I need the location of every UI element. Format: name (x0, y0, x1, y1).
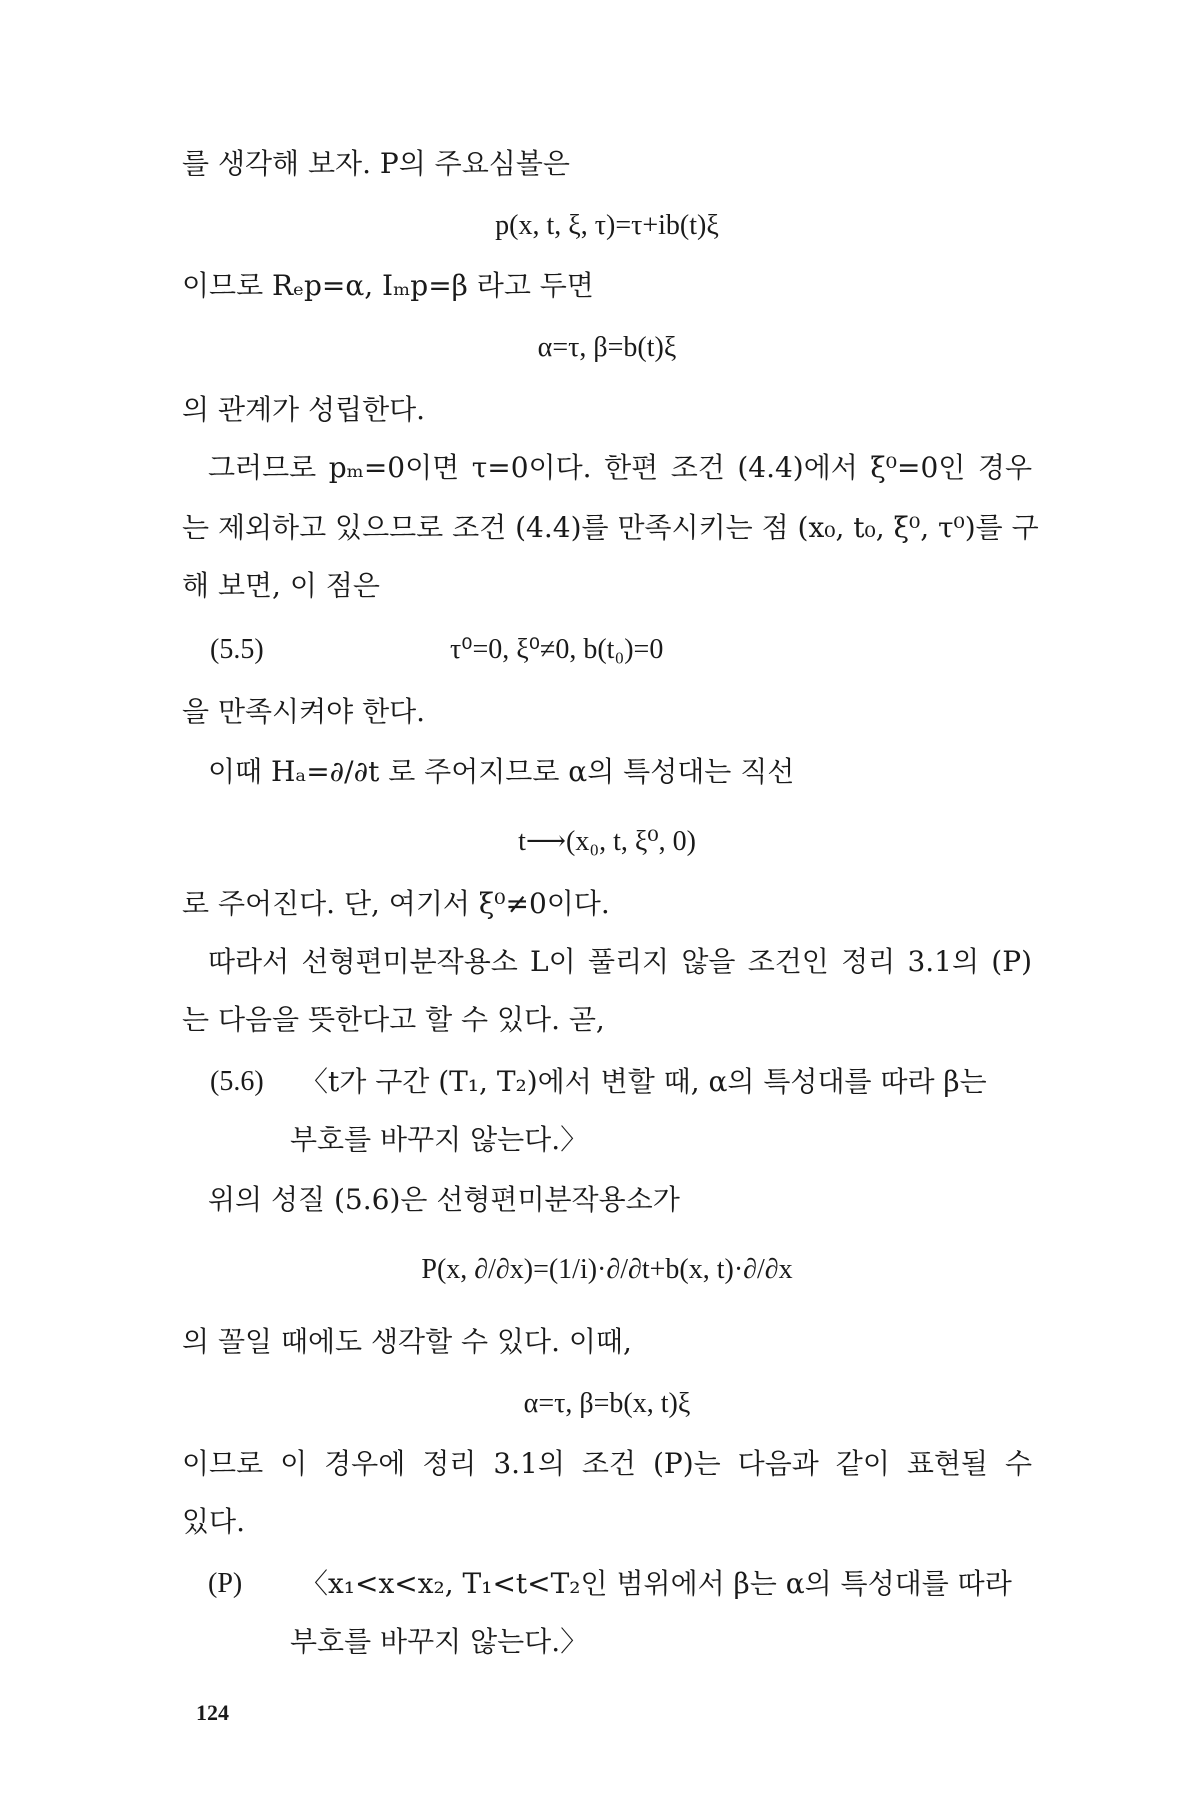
text-line: 있다. (182, 1505, 245, 1538)
text-line: 는 제외하고 있으므로 조건 (4.4)를 만족시키는 점 (x₀, t₀, ξ⁰, τ⁰)를 구 (182, 511, 1039, 544)
item-text: 〈t가 구간 (T₁, T₂)에서 변할 때, α의 특성대를 따라 β는 (300, 1065, 987, 1098)
item-number: (5.6) (210, 1066, 264, 1097)
item-text: 부호를 바꾸지 않는다.〉 (290, 1123, 589, 1156)
equation-principal-symbol: p(x, t, ξ, τ)=τ+ib(t)ξ (495, 210, 719, 241)
equation-5-5: τ⁰=0, ξ⁰≠0, b(t₀)=0 (450, 634, 664, 665)
equation-alpha-beta: α=τ, β=b(t)ξ (537, 332, 677, 363)
equation-operator: P(x, ∂/∂x)=(1/i)·∂/∂t+b(x, t)·∂/∂x (421, 1254, 793, 1285)
text-line: 로 주어진다. 단, 여기서 ξ⁰≠0이다. (182, 887, 610, 920)
text-line: 따라서 선형편미분작용소 L이 풀리지 않을 조건인 정리 3.1의 (P) (208, 945, 1032, 978)
item-text: 부호를 바꾸지 않는다.〉 (290, 1625, 589, 1658)
text-line: 해 보면, 이 점은 (182, 569, 380, 602)
text-line: 이므로 이 경우에 정리 3.1의 조건 (P)는 다음과 같이 표현될 수 (182, 1447, 1032, 1480)
equation-characteristic-line: t⟶(x₀, t, ξ⁰, 0) (518, 826, 696, 857)
text-line: 를 생각해 보자. P의 주요심볼은 (182, 147, 570, 180)
item-label: (P) (208, 1568, 243, 1599)
text-line: 을 만족시켜야 한다. (182, 695, 426, 728)
text-line: 이므로 Rₑp=α, Iₘp=β 라고 두면 (182, 269, 594, 302)
item-text: 〈x₁<x<x₂, T₁<t<T₂인 범위에서 β는 α의 특성대를 따라 (300, 1567, 1012, 1600)
text-line: 그러므로 pₘ=0이면 τ=0이다. 한편 조건 (4.4)에서 ξ⁰=0인 경우 (208, 451, 1032, 484)
text-line: 위의 성질 (5.6)은 선형편미분작용소가 (208, 1183, 680, 1216)
text-line: 이때 Hₐ=∂/∂t 로 주어지므로 α의 특성대는 직선 (208, 755, 795, 788)
text-line: 의 관계가 성립한다. (182, 393, 426, 426)
page-number: 124 (196, 1700, 229, 1725)
equation-number: (5.5) (210, 634, 264, 665)
text-line: 의 꼴일 때에도 생각할 수 있다. 이때, (182, 1325, 632, 1358)
text-line: 는 다음을 뜻한다고 할 수 있다. 곧, (182, 1003, 605, 1036)
equation-alpha-beta-xt: α=τ, β=b(x, t)ξ (523, 1388, 691, 1419)
